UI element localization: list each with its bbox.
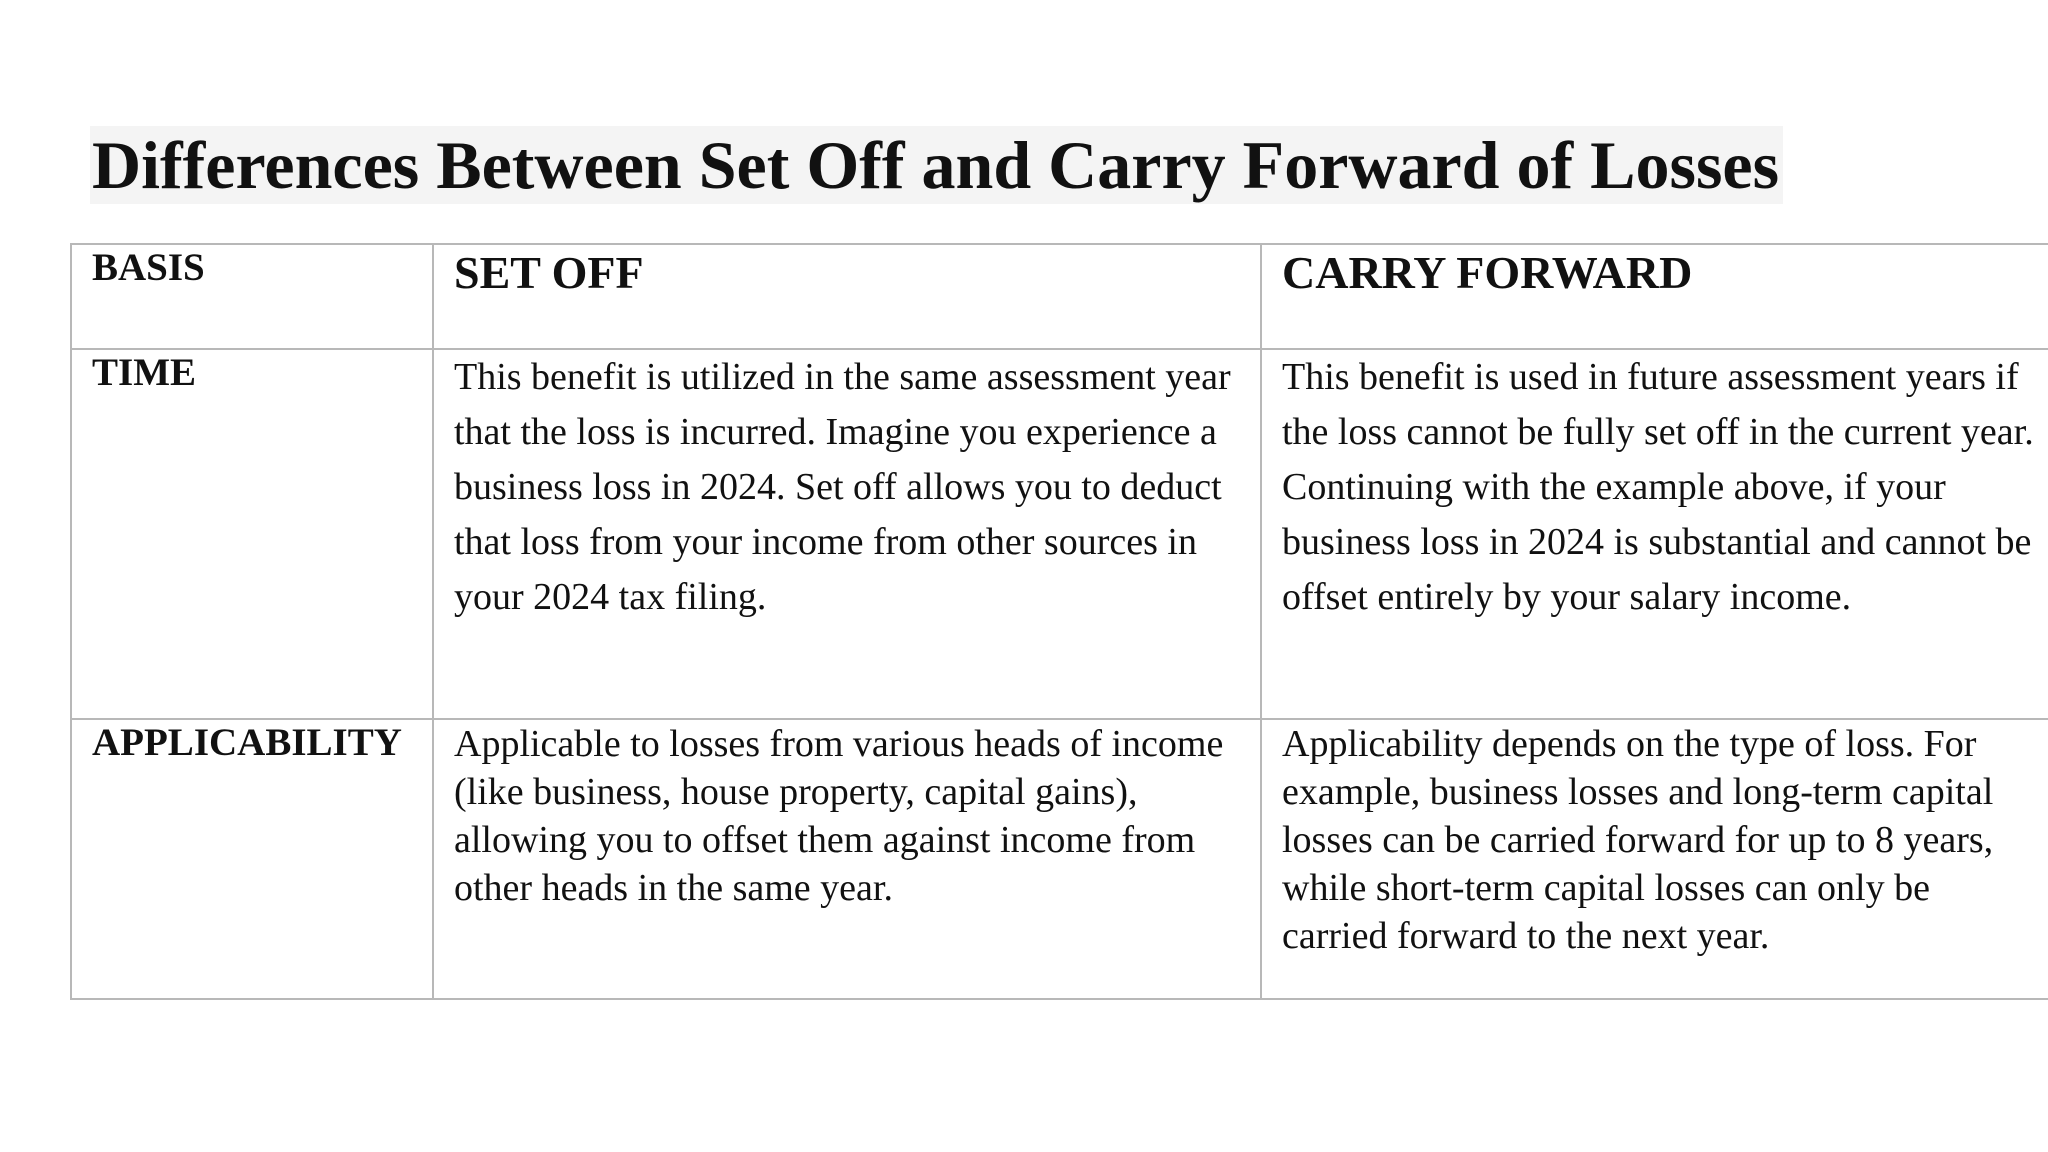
header-basis: BASIS: [71, 244, 433, 349]
header-set-off: SET OFF: [433, 244, 1261, 349]
time-set-off-cell: This benefit is utilized in the same assessment year that the loss is incurred. Imagine you experience a business loss in 2024. Set off allows you to deduct that loss from your income from other sources in your 2024 tax filing.: [433, 349, 1261, 719]
time-carry-forward-cell: This benefit is used in future assessment years if the loss cannot be fully set off in the current year. Continuing with the example above, if your business loss in 2024 is substantial and cannot be offset entirely by your salary income.: [1261, 349, 2048, 719]
applicability-set-off-cell: Applicable to losses from various heads of income (like business, house property, capital gains), allowing you to offset them against income from other heads in the same year.: [433, 719, 1261, 999]
row-label-cell: [71, 719, 433, 999]
page-title: Differences Between Set Off and Carry Forward of Losses: [90, 126, 1783, 204]
comparison-table: [70, 243, 2048, 1000]
header-carry-forward: CARRY FORWARD: [1261, 244, 2048, 349]
row-label-time: TIME: [92, 351, 197, 394]
row-label-cell: [71, 349, 433, 719]
table-header-row: [71, 244, 2048, 349]
applicability-carry-forward-cell: Applicability depends on the type of loss. For example, business losses and long-term capital losses can be carried forward for up to 8 years, while short-term capital losses can only be carried forward to the next year.: [1261, 719, 2048, 999]
row-label-applicability: APPLICABILITY: [92, 721, 402, 764]
table-row: [71, 719, 2048, 999]
table-row: [71, 349, 2048, 719]
